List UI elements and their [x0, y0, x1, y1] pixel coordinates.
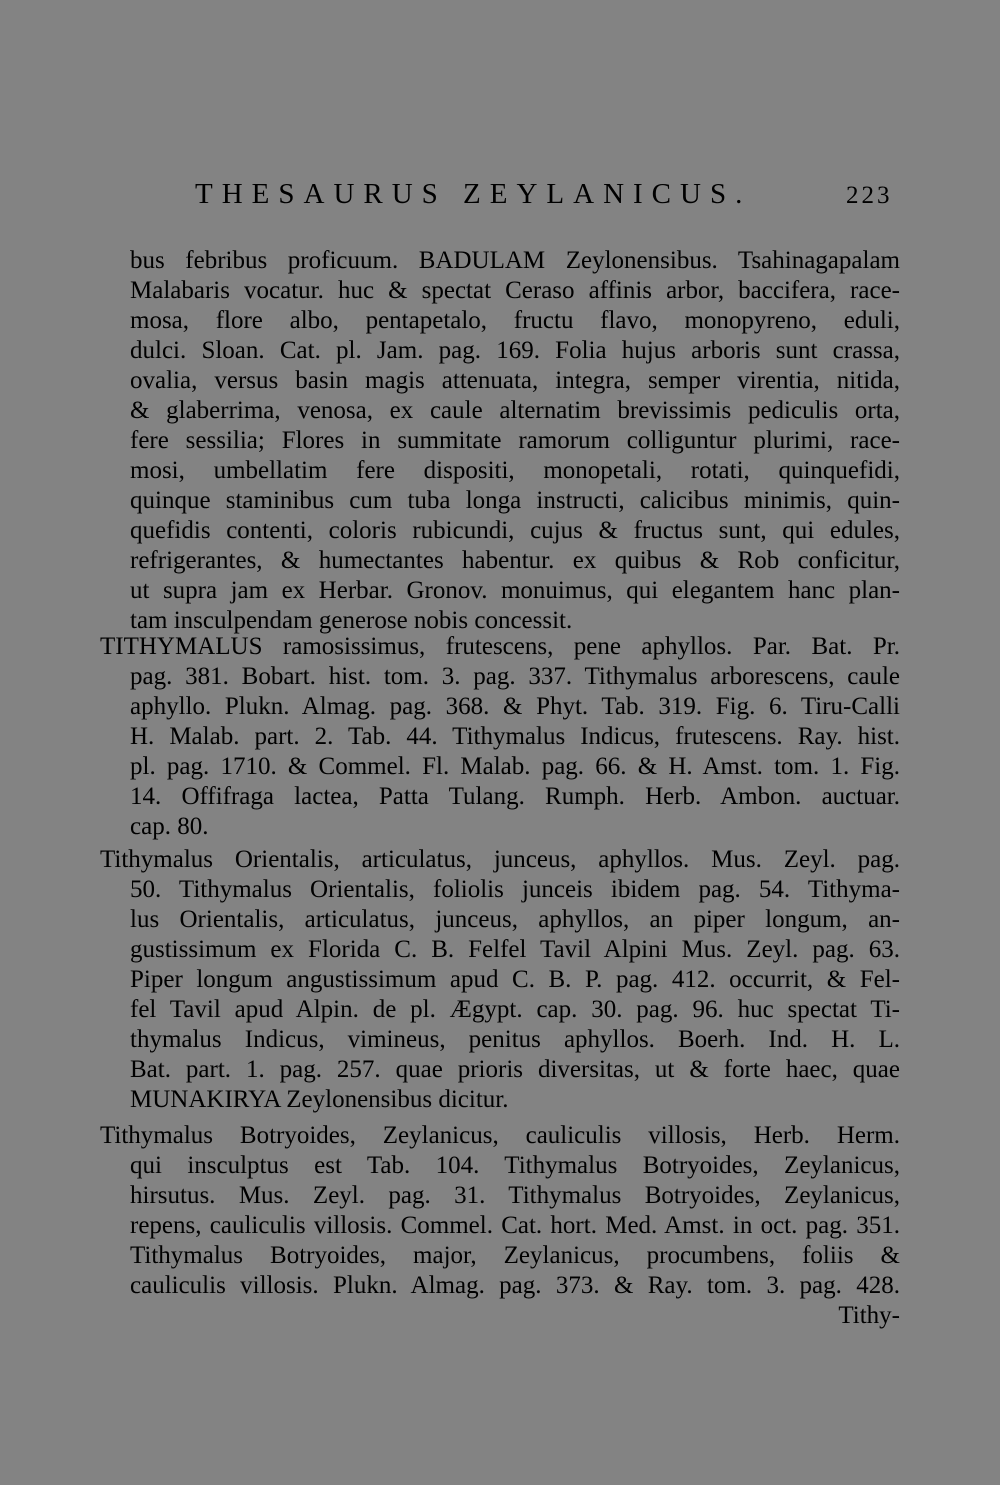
text-line: qui insculptus est Tab. 104. Tithymalus Botryoides, Zeylanicus, — [130, 1152, 900, 1179]
running-head: THESAURUS ZEYLANICUS. — [195, 178, 752, 210]
text-line: TITHYMALUS ramosissimus, frutescens, pene aphyllos. Par. Bat. Pr. — [100, 633, 900, 660]
text-line: dulci. Sloan. Cat. pl. Jam. pag. 169. Folia hujus arboris sunt crassa, — [130, 337, 900, 364]
paragraph-tithymalus-orientalis — [100, 845, 900, 1115]
text-line: 50. Tithymalus Orientalis, foliolis junceis ibidem pag. 54. Tithyma- — [130, 876, 900, 903]
text-line: ut supra jam ex Herbar. Gronov. monuimus, qui elegantem hanc plan- — [130, 577, 900, 604]
text-line: Bat. part. 1. pag. 257. quae prioris diversitas, ut & forte haec, quae — [130, 1056, 900, 1083]
text-line: 14. Offifraga lactea, Patta Tulang. Rumph. Herb. Ambon. auctuar. — [130, 783, 900, 810]
catchword: Tithy- — [838, 1302, 900, 1329]
text-line: bus febribus proficuum. BADULAM Zeylonensibus. Tsahinagapalam — [130, 247, 900, 274]
text-line: lus Orientalis, articulatus, junceus, aphyllos, an piper longum, an- — [130, 906, 900, 933]
text-line: hirsutus. Mus. Zeyl. pag. 31. Tithymalus Botryoides, Zeylanicus, — [130, 1182, 900, 1209]
text-line: cap. 80. — [130, 813, 209, 840]
text-line: gustissimum ex Florida C. B. Felfel Tavil Alpini Mus. Zeyl. pag. 63. — [130, 936, 900, 963]
text-line: pag. 381. Bobart. hist. tom. 3. pag. 337. Tithymalus arborescens, caule — [130, 663, 900, 690]
text-line: Piper longum angustissimum apud C. B. P. pag. 412. occurrit, & Fel- — [130, 966, 900, 993]
text-line: thymalus Indicus, vimineus, penitus aphyllos. Boerh. Ind. H. L. — [130, 1026, 900, 1053]
text-line: MUNAKIRYA Zeylonensibus dicitur. — [130, 1086, 509, 1113]
text-line: refrigerantes, & humectantes habentur. ex quibus & Rob conficitur, — [130, 547, 900, 574]
paragraph-badulam — [100, 246, 900, 636]
text-line: fel Tavil apud Alpin. de pl. Ægypt. cap. 30. pag. 96. huc spectat Ti- — [130, 996, 900, 1023]
text-line: fere sessilia; Flores in summitate ramorum colliguntur plurimi, race- — [130, 427, 900, 454]
text-line: ovalia, versus basin magis attenuata, integra, semper virentia, nitida, — [130, 367, 900, 394]
text-line: mosi, umbellatim fere dispositi, monopetali, rotati, quinquefidi, — [130, 457, 900, 484]
text-line: quinque staminibus cum tuba longa instructi, calicibus minimis, quin- — [130, 487, 900, 514]
text-line: Tithymalus Orientalis, articulatus, junceus, aphyllos. Mus. Zeyl. pag. — [100, 846, 900, 873]
text-line: H. Malab. part. 2. Tab. 44. Tithymalus Indicus, frutescens. Ray. hist. — [130, 723, 900, 750]
text-line: aphyllo. Plukn. Almag. pag. 368. & Phyt. Tab. 319. Fig. 6. Tiru-Calli — [130, 693, 900, 720]
page-number: 223 — [846, 182, 893, 209]
text-line: cauliculis villosis. Plukn. Almag. pag. 373. & Ray. tom. 3. pag. 428. — [130, 1272, 900, 1299]
paragraph-tithymalus-ramosissimus — [100, 632, 900, 842]
text-line: tam insculpendam generose nobis concessit. — [130, 607, 573, 634]
text-line: Tithymalus Botryoides, major, Zeylanicus, procumbens, foliis & — [130, 1242, 900, 1269]
text-line: quefidis contenti, coloris rubicundi, cujus & fructus sunt, qui edules, — [130, 517, 900, 544]
text-line: repens, cauliculis villosis. Commel. Cat. hort. Med. Amst. in oct. pag. 351. — [130, 1212, 900, 1239]
text-line: Tithymalus Botryoides, Zeylanicus, cauliculis villosis, Herb. Herm. — [100, 1122, 900, 1149]
text-line: Malabaris vocatur. huc & spectat Ceraso affinis arbor, baccifera, race- — [130, 277, 900, 304]
paragraph-tithymalus-botryoides — [100, 1121, 900, 1331]
text-line: pl. pag. 1710. & Commel. Fl. Malab. pag. 66. & H. Amst. tom. 1. Fig. — [130, 753, 900, 780]
text-line: & glaberrima, venosa, ex caule alternatim brevissimis pediculis orta, — [130, 397, 900, 424]
text-line: mosa, flore albo, pentapetalo, fructu flavo, monopyreno, eduli, — [130, 307, 900, 334]
